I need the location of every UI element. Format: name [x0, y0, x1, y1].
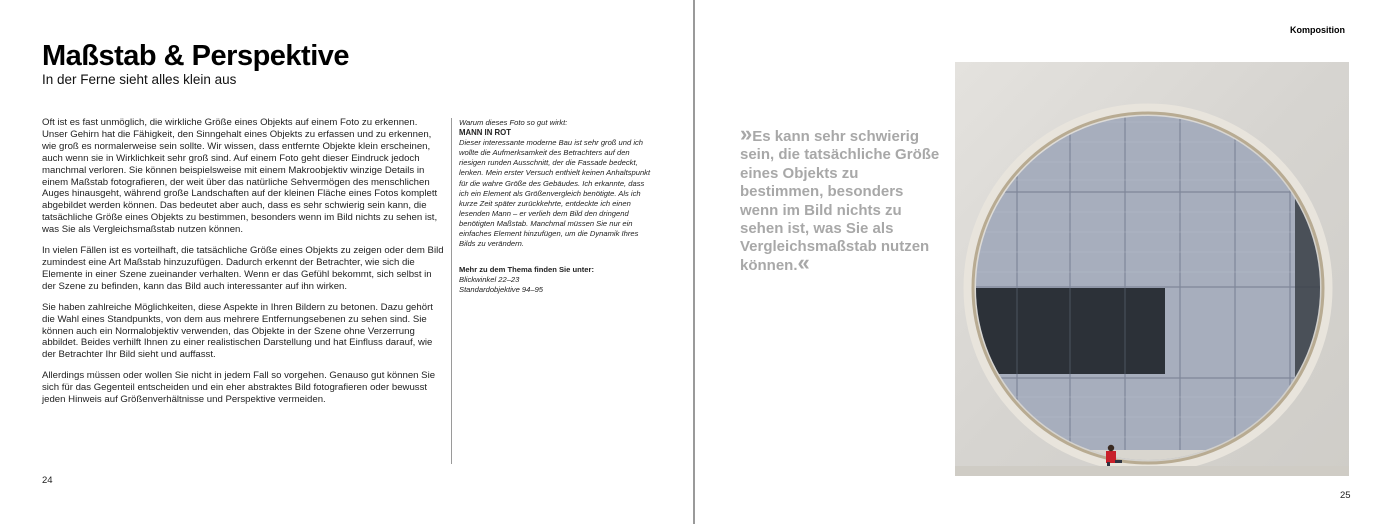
sidebar-text: Dieser interessante moderne Bau ist sehr groß und ich wollte die Aufmerksamkeit des Betrachters auf den riesigen runden Ausschnitt, der die Fassade bedeckt, lenken. Mein erster Versuch enthielt keinen Anhaltspunkt für die wahre Größe des Gebäudes. Ich erkannte, dass ich ein Element als Größenvergleich benötigte. Als ich kurze Zeit später zurückkehrte, entdeckte ich einen lesenden Mann – er verlieh dem Bild den dringend benötigten Maßstab. Manchmal müssen Sie nur ein einfaches Element hinzufügen, um die Dynamik Ihres Bilds zu verändern. — [459, 138, 651, 249]
page-title: Maßstab & Perspektive — [42, 40, 350, 72]
body-paragraph: In vielen Fällen ist es vorteilhaft, die tatsächliche Größe eines Objekts zu zeigen oder dem Bild zumindest eine Art Maßstab hinzuzufügen. Dadurch erkennt der Betrachter, wie sich die Elemente in einer Szene zueinander verhalten. Wenn er das Gefühl bekommt, sich selbst in der Szene zu befinden, kann das Bild auch interessanter auf ihn wirken. — [42, 245, 444, 292]
sidebar-more-heading: Mehr zu dem Thema finden Sie unter: — [459, 265, 595, 275]
page-subtitle: In der Ferne sieht alles klein aus — [42, 72, 237, 87]
quote-close-mark: « — [797, 249, 810, 275]
body-paragraph: Sie haben zahlreiche Möglichkeiten, diese Aspekte in Ihren Bildern zu betonen. Dazu gehört die Wahl eines Standpunkts, von dem aus mehrere Entfernungsebenen zu sehen sind. Sie können auch ein Normalobjektiv verwenden, das Objekte in der Szene ohne Verzerrung abbildet. Beides verhilft Ihnen zu einer realistischen Darstellung und hat Einfluss darauf, wie der Betrachter Ihr Bild sieht und auffasst. — [42, 301, 433, 361]
body-text-column — [42, 117, 444, 415]
sidebar-reference: Standardobjektive 94–95 — [459, 285, 544, 295]
section-label: Komposition — [1290, 25, 1345, 35]
sidebar-box — [459, 118, 655, 296]
sidebar-heading: MANN IN ROT — [459, 128, 511, 138]
quote-open-mark: » — [740, 121, 753, 146]
sidebar-intro: Warum dieses Foto so gut wirkt: — [459, 118, 568, 127]
sidebar-divider — [451, 118, 452, 464]
page-number-left: 24 — [42, 475, 53, 486]
facade-photo — [955, 62, 1349, 476]
pull-quote — [740, 121, 940, 275]
round-window-photo-illustration — [955, 62, 1349, 476]
body-paragraph: Allerdings müssen oder wollen Sie nicht in jedem Fall so vorgehen. Genauso gut können Sie sich für das Gegenteil entscheiden und ein eher abstraktes Bild fotografieren oder bewusst jeden Hinweis auf Größenverhältnisse und Perspektive vermeiden. — [42, 370, 436, 406]
body-paragraph: Oft ist es fast unmöglich, die wirkliche Größe eines Objekts auf einem Foto zu erkennen. Unser Gehirn hat die Fähigkeit, den Sinngehalt eines Objekts zu erfassen und zu erkennen, wie groß es normalerweise sein sollte. Wir wissen, dass entfernte Objekte klein erscheinen, auch wenn sie in Wirklichkeit sehr groß sind. Auf einem Foto geht dieser Eindruck jedoch manchmal verloren. Sie können beispielsweise mit einem Makroobjektiv winzige Details in einem Maßstab fotografieren, der weit über das natürliche Sehvermögen des menschlichen Auges hinausgeht, während große Landschaften auf der kleinen Fläche eines Fotos komplett abgebildet werden können. Das bedeutet aber auch, dass es sehr schwierig sein kann, die tatsächliche Größe eines Objekts zu bestimmen, besonders wenn im Bild nichts zu sehen ist, was Sie als Vergleichsmaßstab nutzen können. — [42, 117, 438, 236]
sidebar-reference: Blickwinkel 22–23 — [459, 275, 520, 285]
page-number-right: 25 — [1340, 490, 1351, 501]
pull-quote-text: Es kann sehr schwierig sein, die tatsächliche Größe eines Objekts zu bestimmen, besonders wenn im Bild nichts zu sehen ist, was Sie als Vergleichsmaßstab nutzen können. — [740, 128, 940, 274]
book-gutter — [693, 0, 695, 524]
